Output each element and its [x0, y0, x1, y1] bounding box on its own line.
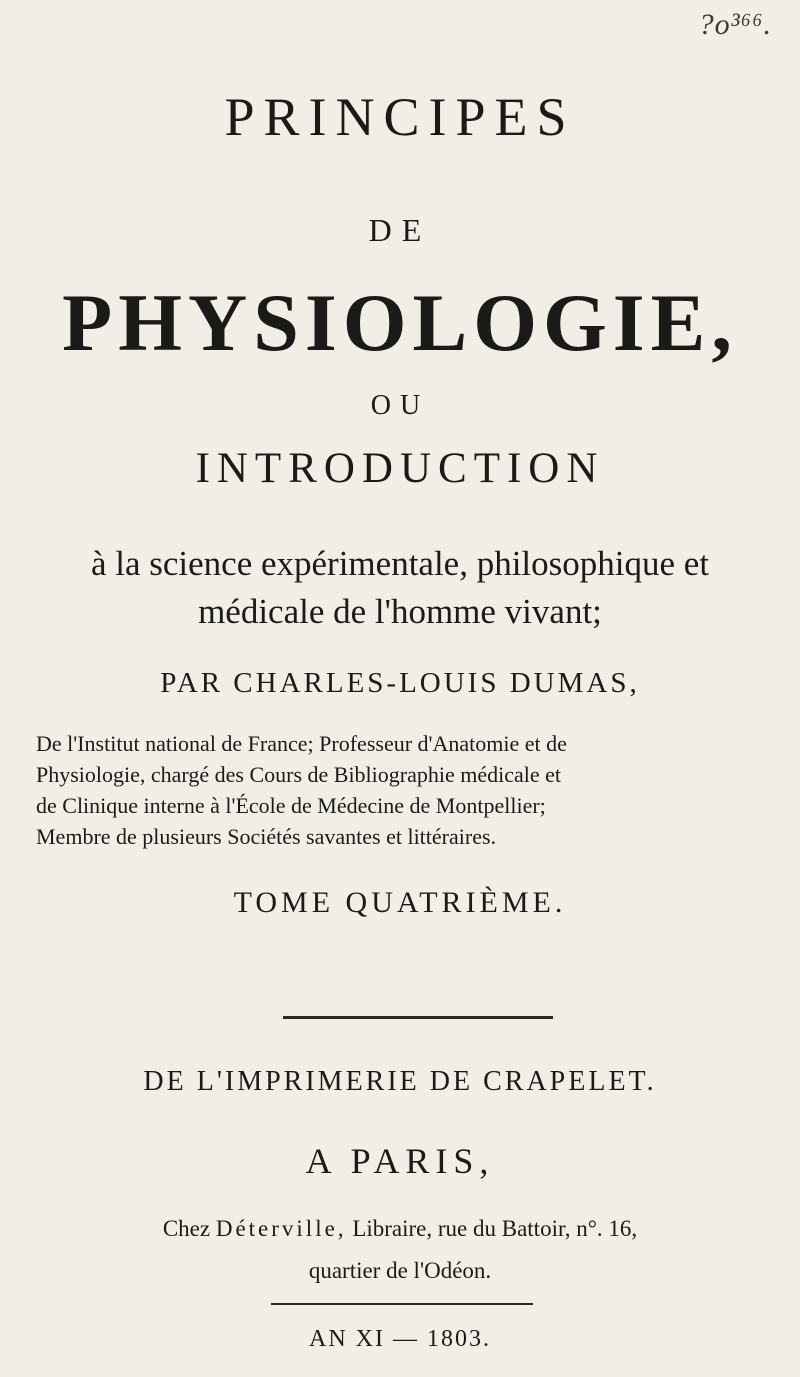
- author-line: PAR CHARLES-LOUIS DUMAS,: [160, 667, 640, 699]
- bookseller-line: [0, 1216, 800, 1242]
- shelfmark: ?o³⁶⁶.: [698, 8, 772, 41]
- title-introduction: INTRODUCTION: [195, 445, 605, 492]
- publication-year: AN XI — 1803.: [309, 1326, 491, 1352]
- divider-rule: [283, 1016, 553, 1019]
- printer-line: DE L'IMPRIMERIE DE CRAPELET.: [143, 1066, 657, 1097]
- city-line: A PARIS,: [305, 1141, 495, 1181]
- bookseller-address: Libraire, rue du Battoir, n°. 16,: [352, 1216, 638, 1241]
- divider-rule-bottom: [271, 1303, 533, 1305]
- chez-prefix: Chez: [162, 1216, 211, 1241]
- title-physiologie: PHYSIOLOGIE,: [62, 277, 738, 368]
- subtitle-line-1: à la science expérimentale, philosophique et: [90, 544, 710, 583]
- affiliation-line: Membre de plusieurs Sociétés savantes et littéraires.: [36, 824, 497, 849]
- title-ou: OU: [370, 390, 430, 421]
- subtitle-line-2: médicale de l'homme vivant;: [198, 592, 602, 631]
- quarter-line: quartier de l'Odéon.: [308, 1258, 492, 1283]
- affiliation-line: De l'Institut national de France; Professeur d'Anatomie et de: [36, 731, 567, 756]
- affiliation-line: de Clinique interne à l'École de Médecine de Montpellier;: [36, 793, 546, 818]
- author-affiliation: [36, 728, 776, 852]
- title-de: DE: [368, 212, 432, 248]
- title-principes: PRINCIPES: [224, 87, 576, 147]
- volume-label: TOME QUATRIÈME.: [233, 886, 567, 919]
- bookseller-name: Déterville,: [215, 1216, 347, 1241]
- affiliation-line: Physiologie, chargé des Cours de Bibliographie médicale et: [36, 762, 562, 787]
